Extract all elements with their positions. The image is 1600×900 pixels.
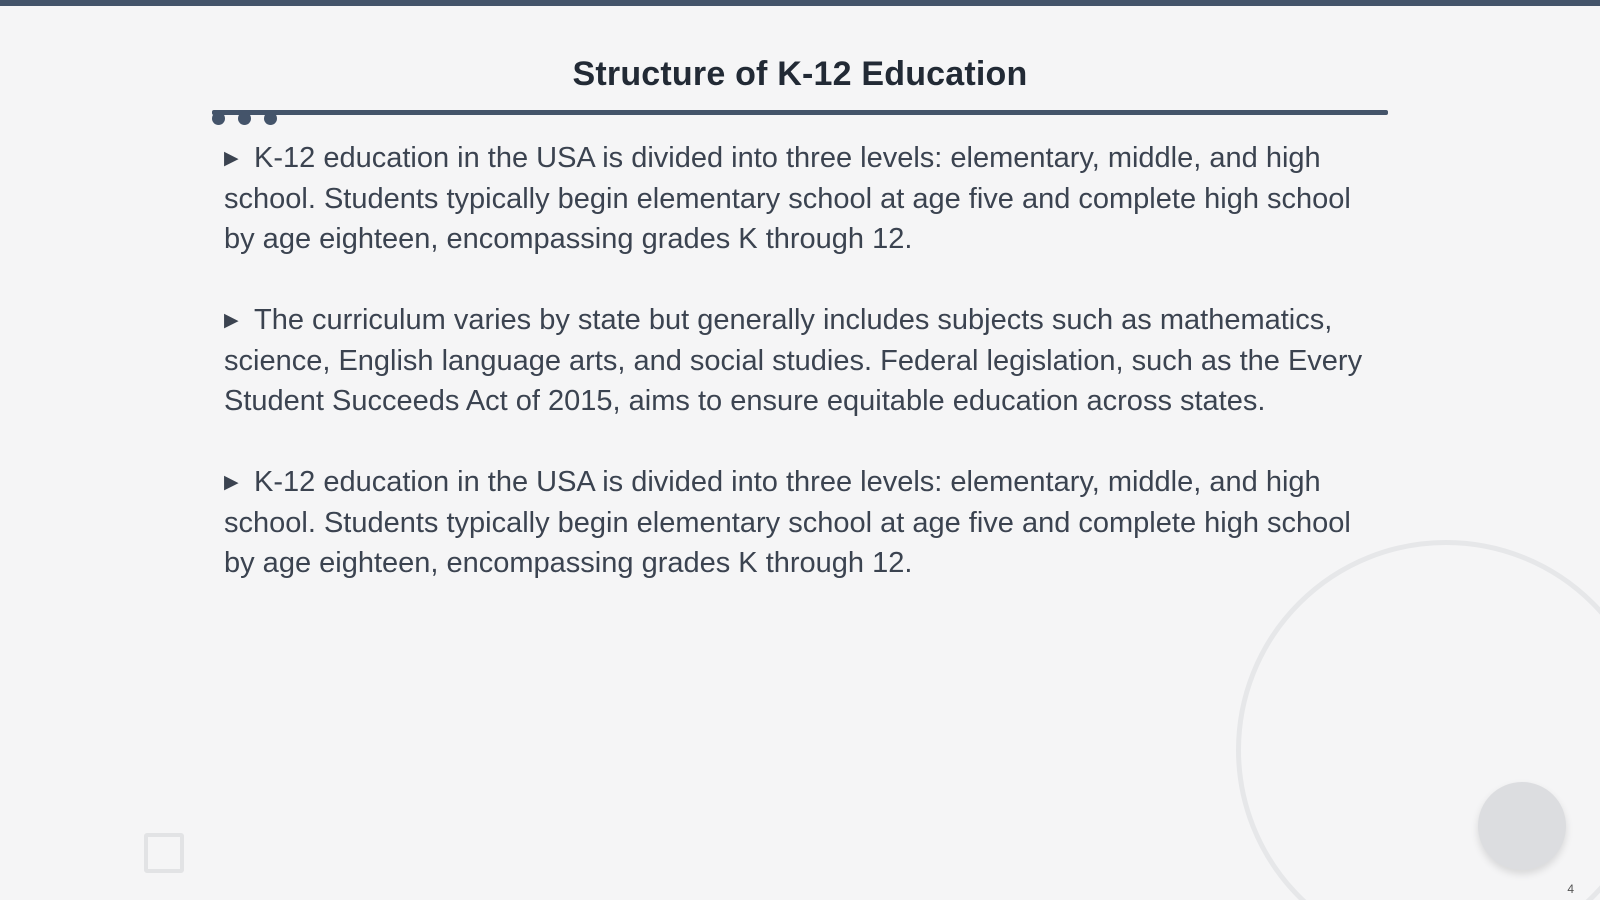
bullet-item [224,462,1374,583]
bullet-text: The curriculum varies by state but generally includes subjects such as mathematics, science, English language arts, and social studies. Federal legislation, such as the Every Student Succeeds Act of 2015, aims to ensure equitable education across states. [224,304,1363,417]
decorative-dot [238,112,251,125]
decorative-dot [264,112,277,125]
triangle-right-icon: ▶ [224,148,239,169]
decorative-square [144,833,184,873]
bullet-item [224,300,1374,421]
decorative-dot [212,112,225,125]
bullet-item [224,138,1374,259]
title-underline [212,110,1388,115]
decorative-circle [1478,782,1566,870]
triangle-right-icon: ▶ [224,310,239,331]
bullet-list [224,138,1374,624]
top-accent-bar [0,0,1600,6]
page-number: 4 [1567,882,1574,896]
slide-title: Structure of K-12 Education [572,55,1028,93]
bullet-text: K-12 education in the USA is divided into three levels: elementary, middle, and high school. Students typically begin elementary school at age five and complete high school by age eighteen, encompassing grades K through 12. [224,142,1351,255]
bullet-text: K-12 education in the USA is divided into three levels: elementary, middle, and high school. Students typically begin elementary school at age five and complete high school by age eighteen, encompassing grades K through 12. [224,466,1351,579]
triangle-right-icon: ▶ [224,472,239,493]
